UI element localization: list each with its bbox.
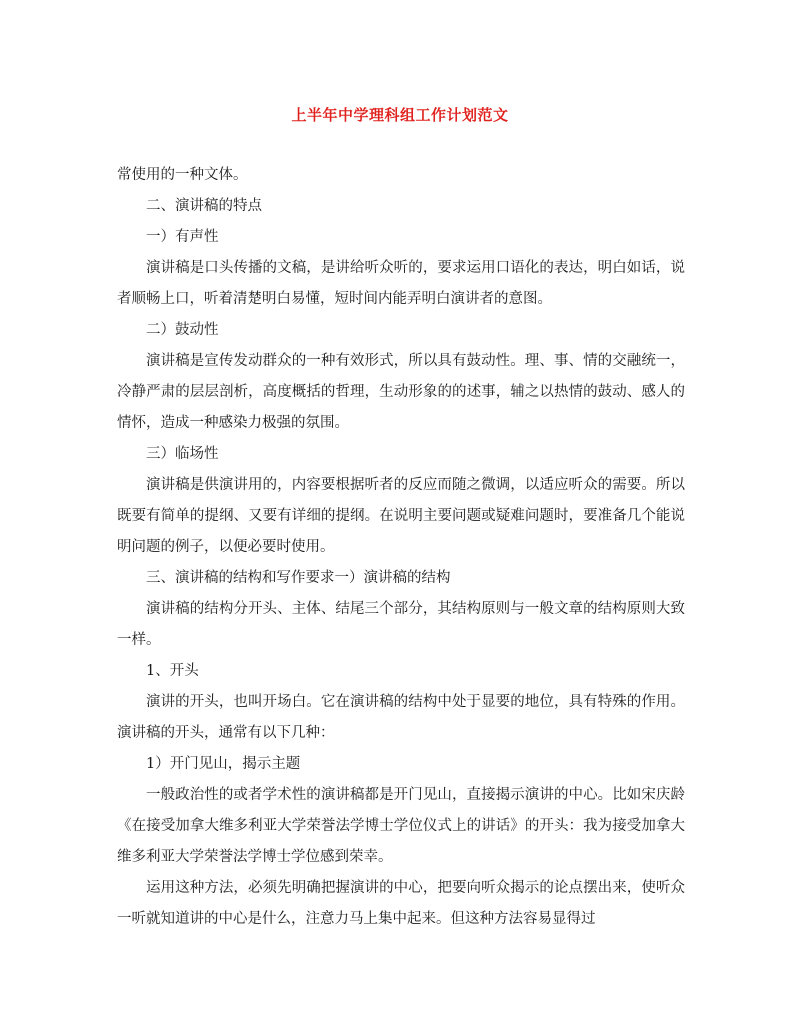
document-body bbox=[117, 160, 685, 935]
subsection-heading: 1、开头 bbox=[146, 663, 199, 679]
paragraph: 演讲稿是口头传播的文稿，是讲给听众听的，要求运用口语化的表达，明白如话，说者顺畅上口，听着清楚明白易懂，短时间内能弄明白演讲者的意图。 bbox=[117, 260, 685, 307]
section-heading: 二、演讲稿的特点 bbox=[146, 198, 262, 214]
paragraph: 常使用的一种文体。 bbox=[117, 167, 248, 183]
subsection-heading: 1）开门见山，揭示主题 bbox=[146, 756, 301, 772]
subsection-heading: 三）临场性 bbox=[146, 446, 219, 462]
paragraph: 演讲稿的结构分开头、主体、结尾三个部分，其结构原则与一般文章的结构原则大致一样。 bbox=[117, 601, 685, 648]
paragraph: 一般政治性的或者学术性的演讲稿都是开门见山，直接揭示演讲的中心。比如宋庆龄《在接受加拿大维多利亚大学荣誉法学博士学位仪式上的讲话》的开头：我为接受加拿大维多利亚大学荣誉法学博士学位感到荣幸。 bbox=[117, 787, 685, 865]
paragraph: 演讲的开头，也叫开场白。它在演讲稿的结构中处于显要的地位，具有特殊的作用。演讲稿的开头，通常有以下几种： bbox=[117, 694, 685, 741]
subsection-heading: 一）有声性 bbox=[146, 229, 219, 245]
document-title: 上半年中学理科组工作计划范文 bbox=[291, 106, 509, 124]
paragraph: 演讲稿是宣传发动群众的一种有效形式，所以具有鼓动性。理、事、情的交融统一，冷静严肃的层层剖析，高度概括的哲理，生动形象的的述事，辅之以热情的鼓动、感人的情怀，造成一种感染力极强的氛围。 bbox=[117, 353, 685, 431]
subsection-heading: 二）鼓动性 bbox=[146, 322, 219, 338]
paragraph: 运用这种方法，必须先明确把握演讲的中心，把要向听众揭示的论点摆出来，使听众一听就知道讲的中心是什么，注意力马上集中起来。但这种方法容易显得过 bbox=[117, 880, 685, 927]
section-heading: 三、演讲稿的结构和写作要求一）演讲稿的结构 bbox=[146, 570, 451, 586]
paragraph: 演讲稿是供演讲用的，内容要根据听者的反应而随之微调，以适应听众的需要。所以既要有简单的提纲、又要有详细的提纲。在说明主要问题或疑难问题时，要准备几个能说明问题的例子，以便必要时使用。 bbox=[117, 477, 685, 555]
